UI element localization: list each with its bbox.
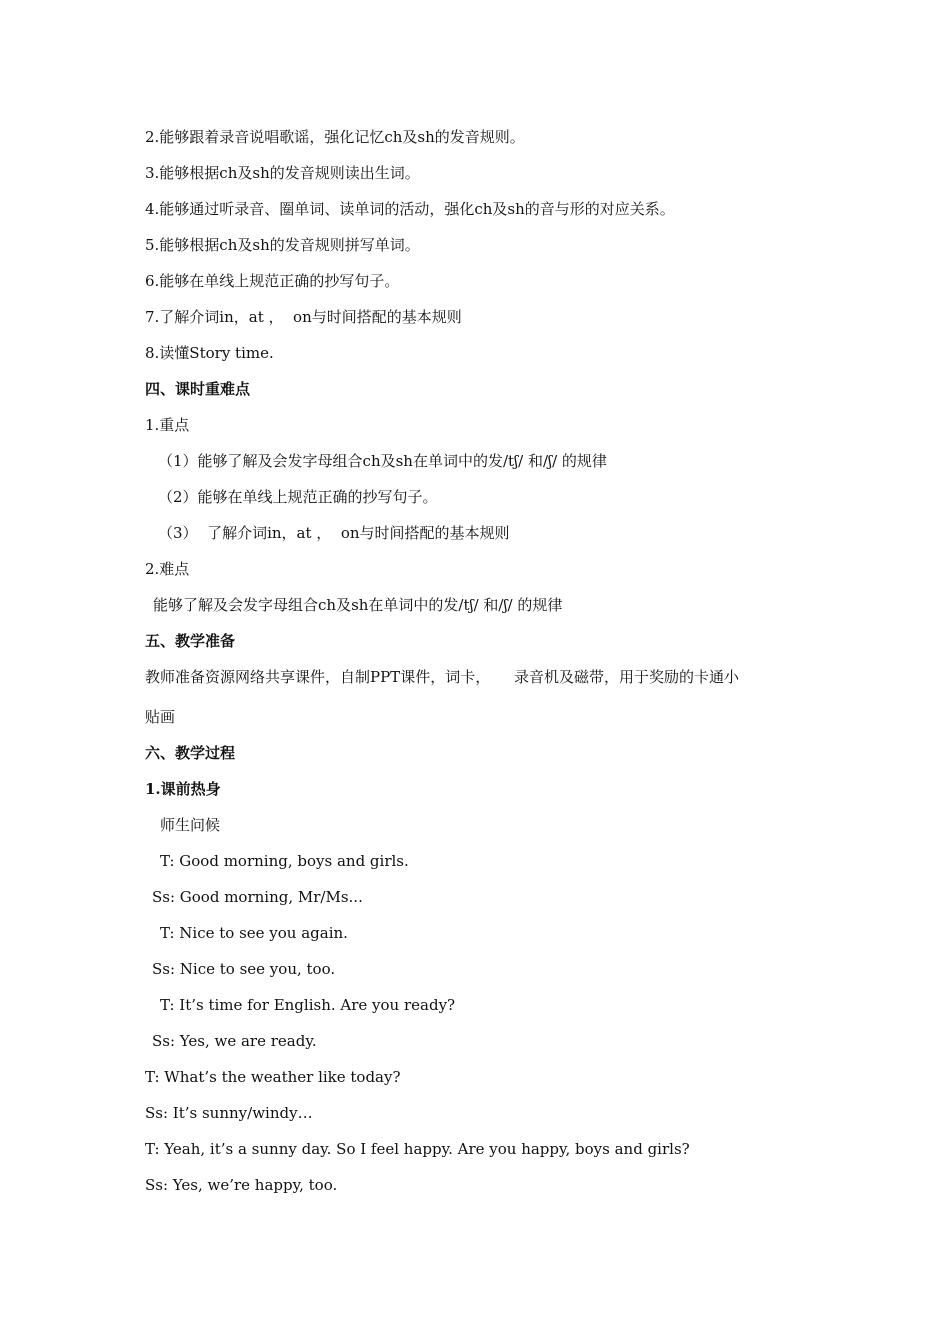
difficult-point-text: 能够了解及会发字母组合ch及sh在单词中的发/tʃ/ 和/ʃ/ 的规律 xyxy=(153,596,563,614)
key-point-item: （2）能够在单线上规范正确的抄写句子。 xyxy=(158,488,438,506)
dialogue-line: Ss: Yes, we are ready. xyxy=(152,1032,317,1050)
section-heading-key-points: 四、课时重难点 xyxy=(145,380,251,398)
objective-item-7: 7.了解介词in，at ， on与时间搭配的基本规则 xyxy=(145,308,462,326)
objective-item-8: 8.读懂Story time. xyxy=(145,344,274,362)
greeting-label: 师生问候 xyxy=(160,816,221,834)
dialogue-line: T: What’s the weather like today? xyxy=(145,1068,401,1086)
preparation-text: 教师准备资源网络共享课件，自制PPT课件，词卡， 录音机及磁带，用于奖励的卡通小 xyxy=(145,668,740,686)
preparation-text-continued: 贴画 xyxy=(145,708,176,726)
dialogue-line: Ss: Good morning, Mr/Ms... xyxy=(152,888,363,906)
objective-item-6: 6.能够在单线上规范正确的抄写句子。 xyxy=(145,272,400,290)
objective-item-2: 2.能够跟着录音说唱歌谣，强化记忆ch及sh的发音规则。 xyxy=(145,128,525,146)
subsection-warm-up: 1.课前热身 xyxy=(145,780,221,798)
dialogue-line: T: It’s time for English. Are you ready? xyxy=(160,996,456,1014)
dialogue-line: Ss: Nice to see you, too. xyxy=(152,960,336,978)
section-heading-process: 六、教学过程 xyxy=(145,744,236,762)
objective-item-4: 4.能够通过听录音、圈单词、读单词的活动，强化ch及sh的音与形的对应关系。 xyxy=(145,200,675,218)
dialogue-line: Ss: Yes, we’re happy, too. xyxy=(145,1176,338,1194)
dialogue-line: Ss: It’s sunny/windy… xyxy=(145,1104,313,1122)
objective-item-5: 5.能够根据ch及sh的发音规则拼写单词。 xyxy=(145,236,420,254)
key-points-label: 1.重点 xyxy=(145,416,190,434)
key-point-item: （1）能够了解及会发字母组合ch及sh在单词中的发/tʃ/ 和/ʃ/ 的规律 xyxy=(158,452,607,470)
dialogue-line: T: Yeah, it’s a sunny day. So I feel happy. Are you happy, boys and girls? xyxy=(145,1140,690,1158)
key-point-item: （3） 了解介词in，at ， on与时间搭配的基本规则 xyxy=(158,524,510,542)
dialogue-line: T: Nice to see you again. xyxy=(160,924,348,942)
difficult-points-label: 2.难点 xyxy=(145,560,190,578)
dialogue-line: T: Good morning, boys and girls. xyxy=(160,852,409,870)
objective-item-3: 3.能够根据ch及sh的发音规则读出生词。 xyxy=(145,164,420,182)
section-heading-preparation: 五、教学准备 xyxy=(145,632,236,650)
